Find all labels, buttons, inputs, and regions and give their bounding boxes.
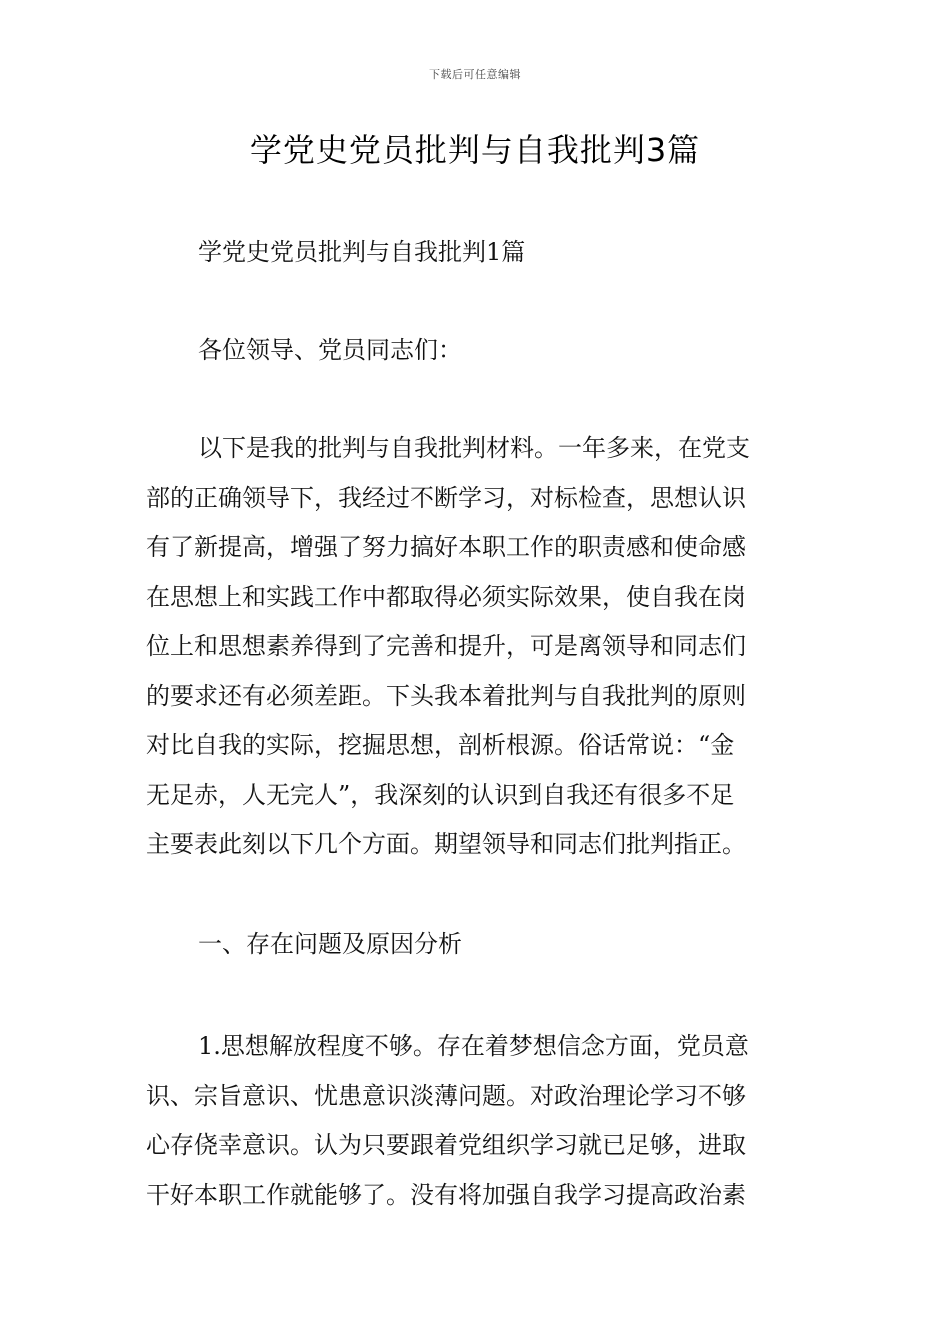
subtitle-line: 学党史党员批判与自我批判1篇 <box>198 238 526 266</box>
paragraph-line: 识、宗旨意识、忧患意识淡薄问题。对政治理论学习不够 <box>146 1081 746 1110</box>
paragraph-line: 位上和思想素养得到了完善和提升，可是离领导和同志们 <box>146 632 746 660</box>
paragraph-line: 1.思想解放程度不够。存在着梦想信念方面，党员意 <box>198 1032 749 1060</box>
section-heading-line: 一、存在问题及原因分析 <box>198 930 462 958</box>
paragraph-line: 主要表此刻以下几个方面。期望领导和同志们批判指正。 <box>146 830 746 858</box>
paragraph-line: 部的正确领导下，我经过不断学习，对标检查，思想认识 <box>146 483 746 512</box>
paragraph-line: 的要求还有必须差距。下头我本着批判与自我批判的原则 <box>146 681 746 710</box>
paragraph-line: 有了新提高，增强了努力搞好本职工作的职责感和使命感 <box>146 533 746 561</box>
paragraph-intro <box>146 424 806 870</box>
paragraph-line: 无足赤，人无完人”，我深刻的认识到自我还有很多不足 <box>146 780 735 809</box>
section-heading <box>146 920 806 970</box>
paragraph-line: 对比自我的实际，挖掘思想，剖析根源。俗话常说：“金 <box>146 731 735 759</box>
document-title: 学党史党员批判与自我批判3篇 <box>249 131 701 169</box>
salutation <box>146 326 806 376</box>
header-note: 下载后可任意编辑 <box>429 68 521 81</box>
paragraph-issue-1 <box>146 1022 806 1220</box>
paragraph-line: 心存侥幸意识。认为只要跟着党组织学习就已足够，进取 <box>146 1131 746 1159</box>
subtitle <box>146 228 806 278</box>
salutation-line: 各位领导、党员同志们： <box>198 336 462 364</box>
paragraph-line: 在思想上和实践工作中都取得必须实际效果，使自我在岗 <box>146 582 746 611</box>
paragraph-line: 以下是我的批判与自我批判材料。一年多来，在党支 <box>198 434 750 462</box>
paragraph-line: 干好本职工作就能够了。没有将加强自我学习提高政治素 <box>146 1180 746 1209</box>
